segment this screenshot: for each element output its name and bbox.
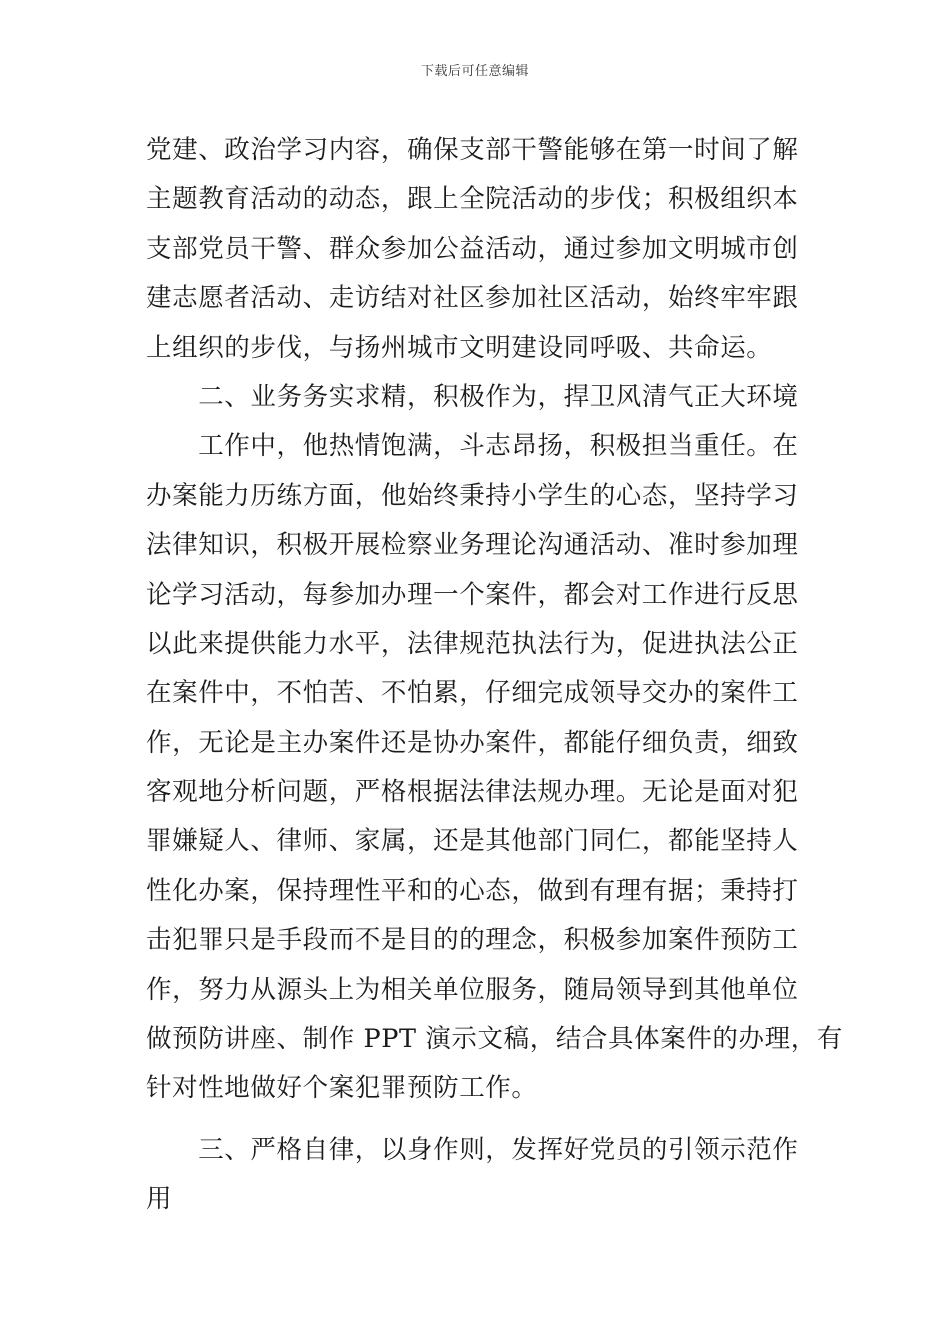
paragraph-gap: [146, 1114, 810, 1126]
text-line: 用: [146, 1184, 173, 1215]
section-heading-2: 二、业务务实求精，积极作为，捍卫风清气正大环境: [146, 381, 799, 412]
text-line: 上组织的步伐，与扬州城市文明建设同呼吸、共命运。: [146, 332, 773, 363]
text-line: 支部党员干警、群众参加公益活动，通过参加文明城市创: [146, 233, 799, 264]
text-line: 在案件中，不怕苦、不怕累，仔细完成领导交办的案件工: [146, 678, 799, 709]
text-line: 党建、政治学习内容，确保支部干警能够在第一时间了解: [146, 135, 799, 165]
text-line: 性化办案，保持理性平和的心态，做到有理有据；秉持打: [146, 875, 799, 906]
text-line: 针对性地做好个案犯罪预防工作。: [146, 1073, 538, 1104]
document-body: [146, 126, 843, 1225]
text-line: 工作中，他热情饱满，斗志昂扬，积极担当重任。在: [146, 431, 799, 462]
text-line: 罪嫌疑人、律师、家属，还是其他部门同仁，都能坚持人: [146, 826, 799, 857]
text-line: 以此来提供能力水平，法律规范执法行为，促进执法公正: [146, 628, 799, 659]
section-heading-3: 三、严格自律，以身作则，发挥好党员的引领示范作: [146, 1134, 799, 1165]
text-line: 论学习活动，每参加办理一个案件，都会对工作进行反思: [146, 579, 799, 610]
text-line: 击犯罪只是手段而不是目的的理念，积极参加案件预防工: [146, 925, 799, 956]
text-line: 做预防讲座、制作 PPT 演示文稿，结合具体案件的办理，有: [146, 1024, 843, 1055]
text-line: 客观地分析问题，严格根据法律法规办理。无论是面对犯: [146, 777, 799, 808]
text-line: 作，努力从源头上为相关单位服务，随局领导到其他单位: [146, 974, 799, 1005]
text-line: 主题教育活动的动态，跟上全院活动的步伐；积极组织本: [146, 184, 799, 215]
page-header-note: 下载后可任意编辑: [420, 64, 529, 79]
text-line: 建志愿者活动、走访结对社区参加社区活动，始终牢牢跟: [146, 283, 799, 314]
text-line: 法律知识，积极开展检察业务理论沟通活动、准时参加理: [146, 530, 799, 561]
text-line: 作，无论是主办案件还是协办案件，都能仔细负责，细致: [146, 727, 799, 758]
text-line: 办案能力历练方面，他始终秉持小学生的心态，坚持学习: [146, 480, 799, 511]
